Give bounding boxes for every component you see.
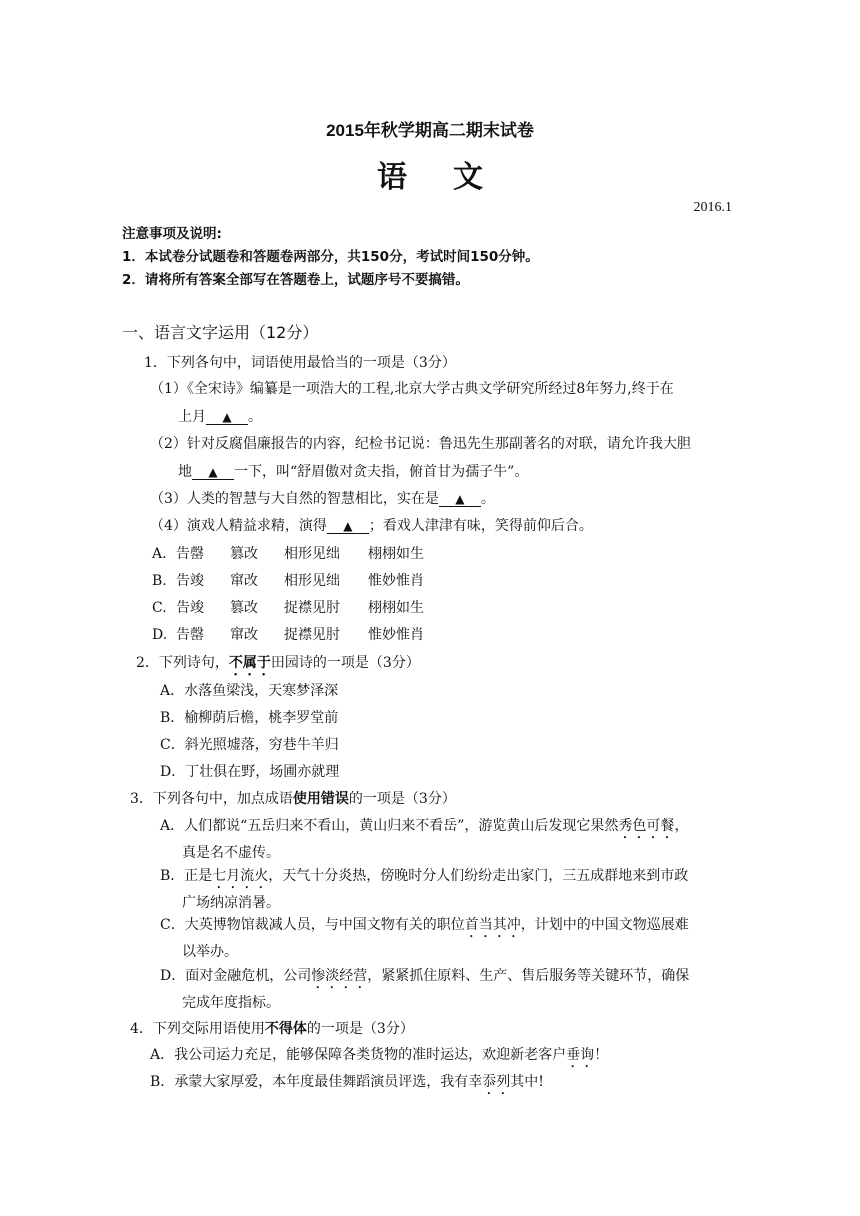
- question-1-stem: 1．下列各句中，词语使用最恰当的一项是（3分）: [144, 355, 456, 371]
- note-item-1: 1．本试卷分试题卷和答题卷两部分，共150分，考试时间150分钟。: [122, 249, 539, 265]
- subject-title: 语文: [377, 160, 529, 195]
- q2-option-d: D．丁壮俱在野，场圃亦就理: [160, 764, 340, 780]
- dotted-idiom: 首当其冲: [464, 917, 521, 933]
- q1-sentence-1-line-1: （1）《全宋诗》编纂是一项浩大的工程,北京大学古典文学研究所经过8年努力,终于在: [150, 381, 674, 397]
- q3-option-d-line-2: 完成年度指标。: [182, 995, 280, 1011]
- q1-option-b: B. 告竣 窜改 相形见绌 惟妙惟肖: [152, 573, 424, 589]
- note-item-2: 2．请将所有答案全部写在答题卷上，试题序号不要搞错。: [122, 272, 469, 288]
- q3-option-d-line-1: D．面对金融危机，公司惨淡经营，紧紧抓住原料、生产、售后服务等关键环节，确保: [160, 968, 690, 984]
- notes-heading: 注意事项及说明:: [122, 226, 222, 242]
- dotted-idiom: 七月流火: [212, 868, 269, 884]
- q1-option-a: A. 告罄 篡改 相形见绌 栩栩如生: [152, 546, 424, 562]
- emphasized-term: 使用错误: [292, 791, 349, 807]
- section-heading: 一、语言文字运用（12分）: [122, 323, 319, 342]
- q1-option-c: C. 告竣 篡改 捉襟见肘 栩栩如生: [152, 600, 424, 616]
- answer-blank: ▲: [206, 410, 248, 425]
- q1-sentence-3: （3）人类的智慧与大自然的智慧相比，实在是 ▲ 。: [150, 491, 495, 507]
- q3-option-b-line-1: B．正是七月流火，天气十分炎热，傍晚时分人们纷纷走出家门，三五成群地来到市政: [160, 868, 689, 884]
- question-4-stem: 4．下列交际用语使用不得体的一项是（3分）: [130, 1021, 414, 1037]
- q1-sentence-2-line-1: （2）针对反腐倡廉报告的内容，纪检书记说：鲁迅先生那副著名的对联，请允许我大胆: [150, 436, 691, 452]
- q4-option-b: B．承蒙大家厚爱，本年度最佳舞蹈演员评选，我有幸忝列其中!: [150, 1074, 544, 1090]
- q1-sentence-1-line-2: 上月 ▲ 。: [178, 409, 262, 425]
- q1-sentence-2-line-2: 地 ▲ 一下，叫“舒眉傲对贪夫指，俯首甘为孺子牛”。: [178, 464, 529, 480]
- q2-option-b: B．榆柳荫后檐，桃李罗堂前: [160, 710, 339, 726]
- q4-option-a: A．我公司运力充足，能够保障各类货物的准时运达，欢迎新老客户垂询！: [150, 1047, 609, 1063]
- question-3-stem: 3．下列各句中，加点成语使用错误的一项是（3分）: [130, 791, 456, 807]
- q2-option-c: C．斜光照墟落，穷巷牛羊归: [160, 737, 339, 753]
- q3-option-a-line-2: 真是名不虚传。: [182, 845, 280, 861]
- q3-option-a-line-1: A．人们都说“五岳归来不看山，黄山归来不看岳”，游览黄山后发现它果然秀色可餐，: [160, 818, 689, 834]
- emphasized-term: 不属于: [228, 655, 271, 671]
- dotted-term: 忝列: [482, 1074, 511, 1090]
- q1-option-d: D. 告罄 窜改 捉襟见肘 惟妙惟肖: [152, 627, 424, 643]
- question-2-stem: 2．下列诗句，不属于田园诗的一项是（3分）: [136, 655, 420, 671]
- answer-blank: ▲: [327, 519, 369, 534]
- exam-title: 2015年秋学期高二期末试卷: [326, 121, 534, 140]
- q3-option-c-line-2: 以举办。: [182, 944, 238, 960]
- dotted-idiom: 秀色可餐: [618, 818, 675, 834]
- q3-option-b-line-2: 广场纳凉消暑。: [182, 895, 280, 911]
- q3-option-c-line-1: C．大英博物馆裁减人员，与中国文物有关的职位首当其冲，计划中的中国文物巡展难: [160, 917, 689, 933]
- emphasized-term: 不得体: [264, 1021, 307, 1037]
- answer-blank: ▲: [192, 465, 234, 480]
- dotted-idiom: 惨淡经营: [311, 968, 368, 984]
- q1-sentence-4: （4）演戏人精益求精，演得 ▲ ；看戏人津津有味，笑得前仰后合。: [150, 518, 593, 534]
- dotted-term: 垂询: [566, 1047, 595, 1063]
- answer-blank: ▲: [439, 492, 481, 507]
- q2-option-a: A．水落鱼梁浅，天寒梦泽深: [160, 683, 339, 699]
- exam-date: 2016.1: [693, 200, 732, 215]
